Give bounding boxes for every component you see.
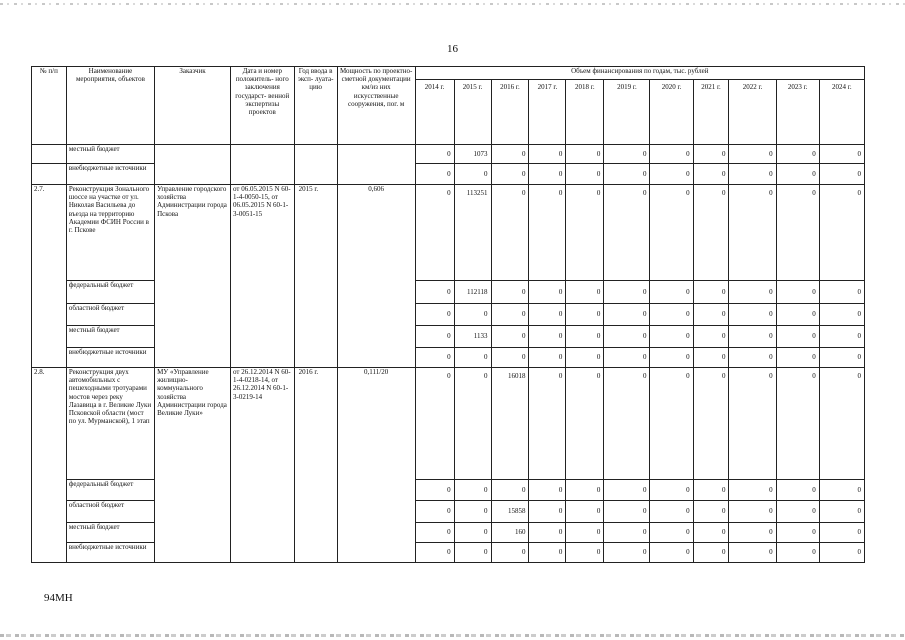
value-cell: 0 <box>776 501 819 523</box>
value-cell: 0 <box>491 326 529 348</box>
value-cell: 0 <box>776 185 819 281</box>
value-cell: 0 <box>693 185 729 281</box>
value-cell: 0 <box>819 281 864 304</box>
header-year-2: 2016 г. <box>491 80 529 145</box>
value-cell: 0 <box>415 480 454 501</box>
header-customer: Заказчик <box>155 67 231 145</box>
value-cell: 0 <box>819 348 864 368</box>
value-cell: 0 <box>454 348 491 368</box>
value-cell: 0 <box>776 145 819 164</box>
row-spacer-capacity <box>337 145 415 185</box>
value-cell: 0 <box>776 523 819 543</box>
source-label: местный бюджет <box>66 523 154 543</box>
value-cell: 15858 <box>491 501 529 523</box>
source-label: федеральный бюджет <box>66 281 154 304</box>
value-cell: 0 <box>529 304 566 326</box>
value-cell: 0 <box>529 326 566 348</box>
source-label: внебюджетные источники <box>66 164 154 185</box>
value-cell: 0 <box>650 145 693 164</box>
value-cell: 0 <box>454 501 491 523</box>
value-cell: 0 <box>415 523 454 543</box>
header-num: № п/п <box>32 67 67 145</box>
value-cell: 0 <box>693 145 729 164</box>
entry-name: Реконструкция Зонального шоссе на участке от ул. Николая Васильева до въезда на территорию Академии ФСИН России в г. Пскове <box>66 185 154 281</box>
value-cell: 0 <box>529 281 566 304</box>
header-year-0: 2014 г. <box>415 80 454 145</box>
value-cell: 0 <box>819 164 864 185</box>
footer-code: 94МН <box>44 592 73 604</box>
source-label: внебюджетные источники <box>66 348 154 368</box>
value-cell: 1133 <box>454 326 491 348</box>
value-cell: 0 <box>566 543 604 563</box>
row-spacer-year <box>294 145 337 185</box>
value-cell: 0 <box>819 523 864 543</box>
source-label: местный бюджет <box>66 326 154 348</box>
value-cell: 0 <box>776 326 819 348</box>
value-cell: 0 <box>491 480 529 501</box>
value-cell: 0 <box>776 480 819 501</box>
scan-edge-bottom <box>0 634 905 637</box>
value-cell: 0 <box>650 501 693 523</box>
value-cell: 0 <box>819 185 864 281</box>
value-cell: 0 <box>650 281 693 304</box>
value-cell: 0 <box>776 164 819 185</box>
value-cell: 0 <box>650 480 693 501</box>
value-cell: 0 <box>491 543 529 563</box>
value-cell: 0 <box>776 348 819 368</box>
value-cell: 0 <box>650 523 693 543</box>
value-cell: 0 <box>819 501 864 523</box>
value-cell: 0 <box>729 145 776 164</box>
value-cell: 0 <box>604 304 650 326</box>
value-cell: 0 <box>566 145 604 164</box>
value-cell: 0 <box>529 348 566 368</box>
value-cell: 0 <box>776 304 819 326</box>
value-cell: 160 <box>491 523 529 543</box>
value-cell: 0 <box>604 185 650 281</box>
entry-date-number: от 26.12.2014 N 60-1-4-0218-14, от 26.12.2014 N 60-1-3-0219-14 <box>230 368 294 563</box>
header-year-10: 2024 г. <box>819 80 864 145</box>
value-cell: 0 <box>693 368 729 480</box>
value-cell: 0 <box>693 523 729 543</box>
table-row <box>32 368 865 480</box>
source-label: областной бюджет <box>66 304 154 326</box>
financing-table <box>31 66 865 563</box>
source-label: внебюджетные источники <box>66 543 154 563</box>
row-spacer-customer <box>155 145 231 185</box>
scan-edge-top <box>0 3 905 5</box>
value-cell: 0 <box>650 185 693 281</box>
header-year-6: 2020 г. <box>650 80 693 145</box>
entry-capacity: 0,111/20 <box>337 368 415 563</box>
value-cell: 0 <box>604 543 650 563</box>
entry-number: 2.8. <box>32 368 67 563</box>
value-cell: 0 <box>819 326 864 348</box>
table-row <box>32 145 865 164</box>
value-cell: 0 <box>729 185 776 281</box>
value-cell: 0 <box>454 304 491 326</box>
value-cell: 0 <box>650 304 693 326</box>
value-cell: 0 <box>729 501 776 523</box>
header-year-3: 2017 г. <box>529 80 566 145</box>
source-label: федеральный бюджет <box>66 480 154 501</box>
value-cell: 0 <box>693 164 729 185</box>
value-cell: 0 <box>693 281 729 304</box>
value-cell: 0 <box>604 501 650 523</box>
value-cell: 0 <box>729 523 776 543</box>
value-cell: 0 <box>566 304 604 326</box>
value-cell: 0 <box>415 368 454 480</box>
table-row <box>32 185 865 281</box>
value-cell: 112118 <box>454 281 491 304</box>
header-year-9: 2023 г. <box>776 80 819 145</box>
header-name: Наименование мероприятия, объектов <box>66 67 154 145</box>
value-cell: 0 <box>604 145 650 164</box>
value-cell: 0 <box>491 348 529 368</box>
value-cell: 0 <box>415 326 454 348</box>
source-label: местный бюджет <box>66 145 154 164</box>
value-cell: 0 <box>604 480 650 501</box>
value-cell: 0 <box>604 281 650 304</box>
header-year-1: 2015 г. <box>454 80 491 145</box>
value-cell: 0 <box>729 348 776 368</box>
value-cell: 0 <box>415 164 454 185</box>
header-year-4: 2018 г. <box>566 80 604 145</box>
row-spacer-num <box>32 164 67 185</box>
value-cell: 0 <box>566 326 604 348</box>
value-cell: 0 <box>415 348 454 368</box>
value-cell: 0 <box>566 185 604 281</box>
entry-capacity: 0,606 <box>337 185 415 368</box>
value-cell: 0 <box>491 304 529 326</box>
header-finance: Объем финансирования по годам, тыс. рублей <box>415 67 864 80</box>
row-spacer-date <box>230 145 294 185</box>
value-cell: 0 <box>776 281 819 304</box>
value-cell: 0 <box>729 304 776 326</box>
value-cell: 0 <box>693 348 729 368</box>
value-cell: 0 <box>566 348 604 368</box>
header-year: Год ввода в эксп- луата- цию <box>294 67 337 145</box>
value-cell: 0 <box>415 501 454 523</box>
value-cell: 0 <box>529 501 566 523</box>
value-cell: 0 <box>415 185 454 281</box>
entry-name: Реконструкция двух автомобильных с пешеходными тротуарами мостов через реку Лазавица в г. Великие Луки Псковской области (мост по ул. Мурманской), 1 этап <box>66 368 154 480</box>
value-cell: 0 <box>529 543 566 563</box>
value-cell: 0 <box>491 281 529 304</box>
value-cell: 0 <box>650 543 693 563</box>
header-date-number: Дата и номер положитель- ного заключения государст- венной экспертизы проектов <box>230 67 294 145</box>
value-cell: 0 <box>819 543 864 563</box>
entry-year: 2016 г. <box>294 368 337 563</box>
value-cell: 0 <box>491 164 529 185</box>
value-cell: 0 <box>604 164 650 185</box>
value-cell: 0 <box>454 368 491 480</box>
value-cell: 0 <box>566 523 604 543</box>
value-cell: 0 <box>454 523 491 543</box>
value-cell: 0 <box>529 480 566 501</box>
value-cell: 0 <box>693 543 729 563</box>
value-cell: 0 <box>819 304 864 326</box>
value-cell: 0 <box>454 480 491 501</box>
value-cell: 0 <box>566 281 604 304</box>
value-cell: 0 <box>693 326 729 348</box>
value-cell: 0 <box>454 164 491 185</box>
entry-customer: Управление городского хозяйства Администрации города Пскова <box>155 185 231 368</box>
header-year-7: 2021 г. <box>693 80 729 145</box>
row-spacer-num <box>32 145 67 164</box>
value-cell: 0 <box>729 368 776 480</box>
value-cell: 1073 <box>454 145 491 164</box>
value-cell: 0 <box>415 145 454 164</box>
entry-year: 2015 г. <box>294 185 337 368</box>
value-cell: 0 <box>604 523 650 543</box>
entry-date-number: от 06.05.2015 N 60-1-4-0050-15, от 06.05.2015 N 60-1-3-0051-15 <box>230 185 294 368</box>
value-cell: 0 <box>729 164 776 185</box>
value-cell: 0 <box>693 501 729 523</box>
header-capacity: Мощность по проектно- сметной документации км/из них искусственные сооружения, пог. м <box>337 67 415 145</box>
value-cell: 0 <box>819 368 864 480</box>
value-cell: 0 <box>693 304 729 326</box>
value-cell: 0 <box>529 523 566 543</box>
value-cell: 0 <box>729 543 776 563</box>
value-cell: 0 <box>650 164 693 185</box>
value-cell: 0 <box>529 145 566 164</box>
value-cell: 0 <box>491 145 529 164</box>
value-cell: 0 <box>604 348 650 368</box>
value-cell: 0 <box>819 480 864 501</box>
value-cell: 0 <box>529 164 566 185</box>
page-number: 16 <box>447 43 458 55</box>
value-cell: 0 <box>776 543 819 563</box>
value-cell: 0 <box>529 185 566 281</box>
value-cell: 0 <box>776 368 819 480</box>
value-cell: 0 <box>529 368 566 480</box>
value-cell: 0 <box>415 304 454 326</box>
entry-customer: МУ «Управление жилищно- коммунального хозяйства Администрации города Великие Луки» <box>155 368 231 563</box>
value-cell: 0 <box>693 480 729 501</box>
value-cell: 0 <box>566 501 604 523</box>
value-cell: 0 <box>491 185 529 281</box>
value-cell: 0 <box>566 480 604 501</box>
value-cell: 0 <box>566 164 604 185</box>
value-cell: 0 <box>729 281 776 304</box>
value-cell: 0 <box>729 480 776 501</box>
value-cell: 0 <box>454 543 491 563</box>
value-cell: 0 <box>729 326 776 348</box>
value-cell: 0 <box>650 348 693 368</box>
source-label: областной бюджет <box>66 501 154 523</box>
value-cell: 0 <box>650 326 693 348</box>
value-cell: 0 <box>604 326 650 348</box>
value-cell: 113251 <box>454 185 491 281</box>
header-year-5: 2019 г. <box>604 80 650 145</box>
value-cell: 0 <box>604 368 650 480</box>
value-cell: 0 <box>819 145 864 164</box>
entry-number: 2.7. <box>32 185 67 368</box>
header-year-8: 2022 г. <box>729 80 776 145</box>
value-cell: 0 <box>650 368 693 480</box>
value-cell: 0 <box>415 281 454 304</box>
value-cell: 16018 <box>491 368 529 480</box>
value-cell: 0 <box>566 368 604 480</box>
value-cell: 0 <box>415 543 454 563</box>
